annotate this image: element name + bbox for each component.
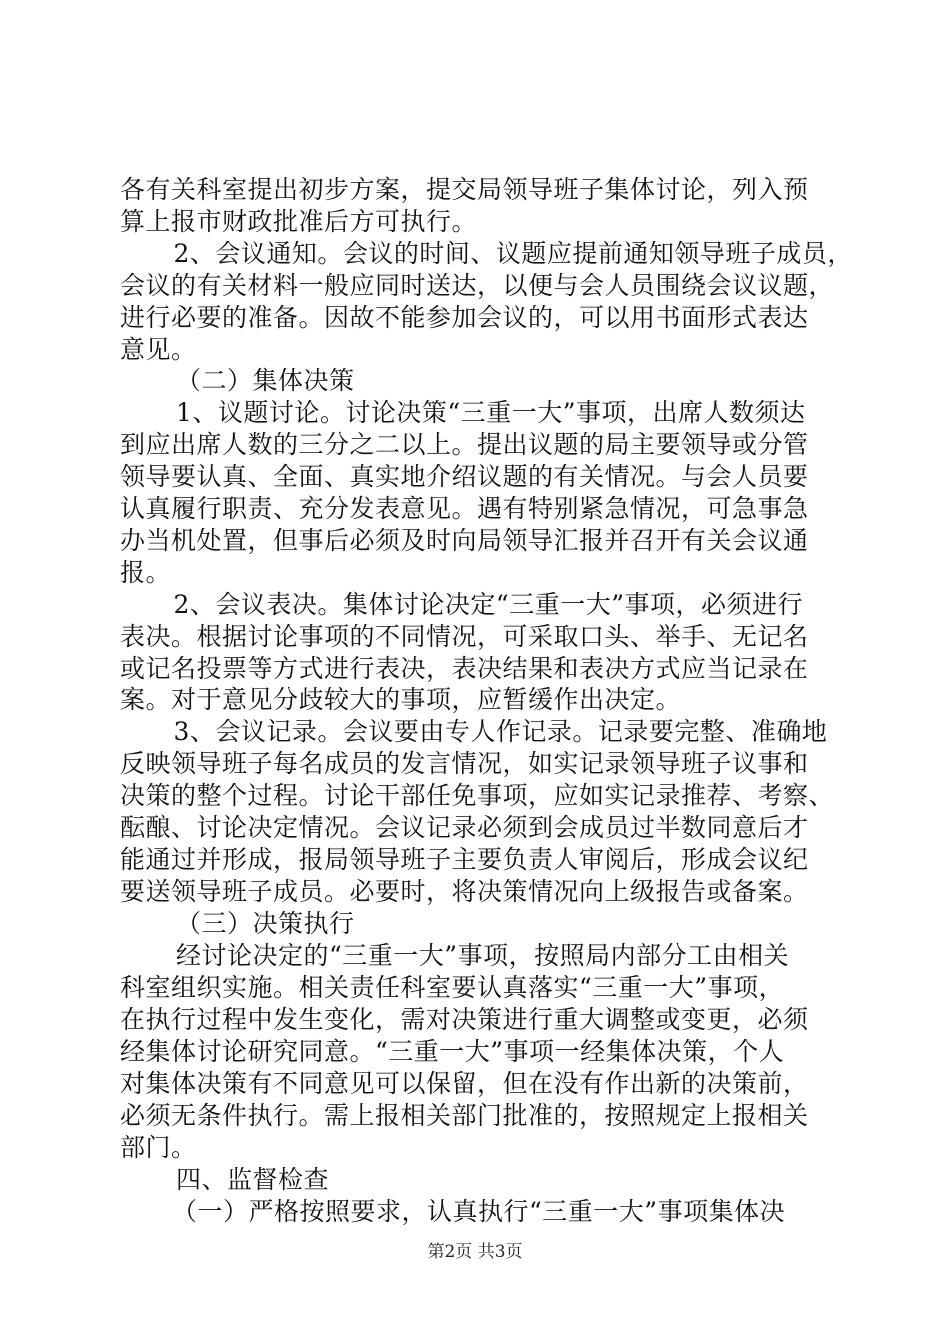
page-footer: 第2页 共3页 [427,1242,523,1262]
body-text-line: 反映领导班子每名成员的发言情况，如实记录领导班子议事和 [120,749,809,778]
body-text-line: 2、会议表决。集体讨论决定“三重一大”事项，必须进行 [148,590,803,619]
body-text-line: 科室组织实施。相关责任科室要认真落实“三重一大”事项， [120,973,785,1002]
body-text-line: 1、议题讨论。讨论决策“三重一大”事项，出席人数须达 [176,398,806,427]
body-text-line: 报。 [120,558,172,587]
body-text-line: 进行必要的准备。因故不能参加会议的，可以用书面形式表达 [120,303,809,332]
body-text-line: 认真履行职责、充分发表意见。遇有特别紧急情况，可急事急 [120,494,809,523]
body-text-line: 酝酿、讨论决定情况。会议记录必须到会成员过半数同意后才 [120,813,809,842]
body-text-line: 案。对于意见分歧较大的事项，应暂缓作出决定。 [120,685,682,714]
body-text-line: 或记名投票等方式进行表决，表决结果和表决方式应当记录在 [120,654,809,683]
body-text-line: 表决。根据讨论事项的不同情况，可采取口头、举手、无记名 [120,622,809,651]
body-text-line: 对集体决策有不同意见可以保留，但在没有作出新的决策前， [120,1069,809,1098]
body-text-line: 各有关科室提出初步方案，提交局领导班子集体讨论，列入预 [120,175,809,204]
body-text-line: 到应出席人数的三分之二以上。提出议题的局主要领导或分管 [120,430,809,459]
section-heading: （三）决策执行 [176,909,355,938]
section-heading: 四、监督检查 [176,1165,330,1194]
body-text-line: 会议的有关材料一般应同时送达，以便与会人员围绕会议议题， [120,271,835,300]
body-text-line: 办当机处置，但事后必须及时向局领导汇报并召开有关会议通 [120,526,809,555]
body-text-line: 要送领导班子成员。必要时，将决策情况向上级报告或备案。 [120,877,809,906]
body-text-line: 3、会议记录。会议要由专人作记录。记录要完整、准确地 [148,717,828,746]
body-text-line: 经讨论决定的“三重一大”事项，按照局内部分工由相关 [176,941,790,970]
body-text-line: 在执行过程中发生变化，需对决策进行重大调整或变更，必须 [120,1005,809,1034]
body-text-line: 能通过并形成，报局领导班子主要负责人审阅后，形成会议纪 [120,845,809,874]
section-heading: （二）集体决策 [176,366,355,395]
body-text-line: 必须无条件执行。需上报相关部门批准的，按照规定上报相关 [120,1101,809,1130]
body-text-line: 领导要认真、全面、真实地介绍议题的有关情况。与会人员要 [120,462,809,491]
body-text-line: （一）严格按照要求，认真执行“三重一大”事项集体决 [172,1197,786,1226]
body-text-line: 2、会议通知。会议的时间、议题应提前通知领导班子成员， [148,239,853,268]
body-text-line: 部门。 [120,1133,197,1162]
body-text-line: 意见。 [120,335,197,364]
body-text-line: 经集体讨论研究同意。“三重一大”事项一经集体决策，个人 [120,1037,785,1066]
body-text-line: 决策的整个过程。讨论干部任免事项，应如实记录推荐、考察、 [120,781,835,810]
body-text-line: 算上报市财政批准后方可执行。 [120,207,478,236]
